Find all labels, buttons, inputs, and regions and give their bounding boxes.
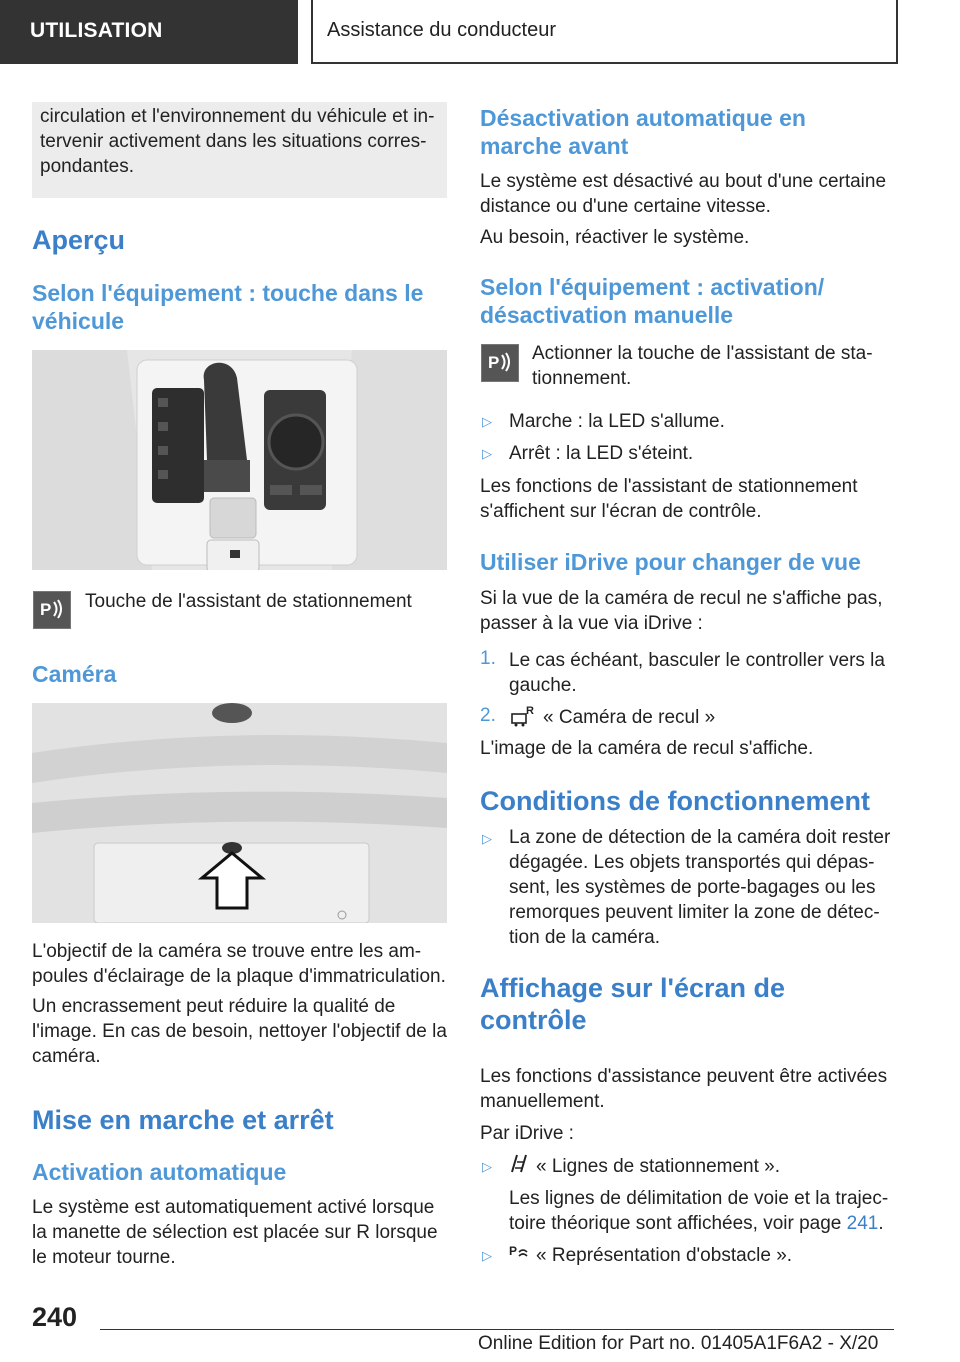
chapter-tab (311, 0, 898, 64)
bullet-marche: Marche : la LED s'allume. (509, 411, 725, 432)
bullet-triangle-icon: ▷ (482, 1159, 492, 1174)
console-photo (32, 350, 447, 570)
heading-activation: Activation automatique (32, 1159, 287, 1185)
svg-text:P: P (509, 1244, 518, 1258)
section-tab (0, 0, 298, 64)
para-lignes-end: . (878, 1213, 884, 1234)
heading-mise-en-marche: Mise en marche et arrêt (32, 1105, 334, 1135)
para-reactiver: Au besoin, réactiver le système. (480, 227, 750, 248)
bullet-triangle-icon: ▷ (482, 446, 492, 461)
obstacle-icon (508, 1240, 530, 1267)
page-number: 240 (32, 1302, 78, 1332)
para-generalites: Les fonctions d'assistance peuvent être activées manuellement. (480, 1066, 888, 1112)
bullet-triangle-icon: ▷ (482, 1248, 492, 1263)
page-link[interactable]: 241 (846, 1213, 879, 1234)
chapter-title: Assistance du conducteur (327, 19, 557, 41)
para-activation: Le système est automatiquement activé lorsque la manette de sélection est placée sur R lorsque le moteur tourne. (32, 1197, 438, 1268)
heading-apercu: Aperçu (32, 225, 126, 255)
para-actionner: Actionner la touche de l'assistant de stationnement. (532, 343, 873, 389)
heading-touche: Selon l'équipement : touche dans le véhicule (32, 280, 424, 334)
heading-desactivation: Désactivation automatique en marche avant (480, 105, 806, 159)
para-lignes-text: Les lignes de délimitation de voie et la trajectoire théorique sont affichées, voir page (509, 1188, 889, 1234)
note-text: circulation et l'environnement du véhicule et intervenir activement dans les situations correspondantes. (40, 106, 435, 177)
step-number: 1. (480, 648, 496, 669)
bullet-triangle-icon: ▷ (482, 414, 492, 429)
footer-rule (100, 1329, 894, 1330)
park-assist-button-icon (481, 344, 519, 382)
para-desactivation: Le système est désactivé au bout d'une certaine distance ou d'une certaine vitesse. (480, 171, 887, 217)
rear-camera-icon (510, 703, 536, 732)
svg-text:P: P (40, 600, 52, 619)
para-fonctions: Les fonctions de l'assistant de stationnement s'affichent sur l'écran de contrôle. (480, 476, 858, 522)
bullet-zone: La zone de détection de la caméra doit rester dégagée. Les objets transportés qui dépassent, les systèmes de porte-bagages ou les remorques peuvent limiter la zone de détection de la caméra. (509, 827, 891, 948)
heading-camera: Caméra (32, 661, 117, 687)
para-image: L'image de la caméra de recul s'affiche. (480, 738, 814, 759)
svg-text:R: R (526, 705, 534, 717)
para-par-idrive: Par iDrive : (480, 1123, 574, 1144)
bullet-triangle-icon: ▷ (482, 831, 492, 846)
camera-photo (32, 703, 447, 923)
para-idrive: Si la vue de la caméra de recul ne s'affiche pas, passer à la vue via iDrive : (480, 588, 883, 634)
heading-idrive: Utiliser iDrive pour changer de vue (480, 549, 861, 575)
bullet-lignes: « Lignes de stationnement ». (536, 1156, 781, 1177)
bullet-obstacle: « Représentation d'obstacle ». (536, 1245, 793, 1266)
svg-text:P: P (488, 353, 500, 372)
para-objectif: L'objectif de la caméra se trouve entre les ampoules d'éclairage de la plaque d'immatriculation. (32, 941, 446, 987)
para-lignes (509, 1186, 897, 1236)
step-1: Le cas échéant, basculer le controller vers la gauche. (509, 650, 885, 696)
footer-edition: Online Edition for Part no. 01405A1F6A2 - X/20 (478, 1333, 879, 1354)
park-assist-button-icon (33, 591, 71, 629)
parking-lines-icon (508, 1152, 530, 1179)
step-number: 2. (480, 705, 496, 726)
caption-touche: Touche de l'assistant de stationnement (85, 591, 412, 612)
heading-manuelle: Selon l'équipement : activation/ désactivation manuelle (480, 274, 825, 328)
section-title: UTILISATION (30, 19, 163, 42)
para-encrassement: Un encrassement peut réduire la qualité de l'image. En cas de besoin, nettoyer l'objectif de la caméra. (32, 996, 447, 1067)
bullet-arret: Arrêt : la LED s'éteint. (509, 443, 694, 464)
heading-conditions: Conditions de fonctionnement (480, 786, 870, 816)
heading-affichage: Affichage sur l'écran de contrôle (480, 973, 786, 1035)
step-2: « Caméra de recul » (543, 707, 716, 728)
note-box (32, 102, 447, 198)
